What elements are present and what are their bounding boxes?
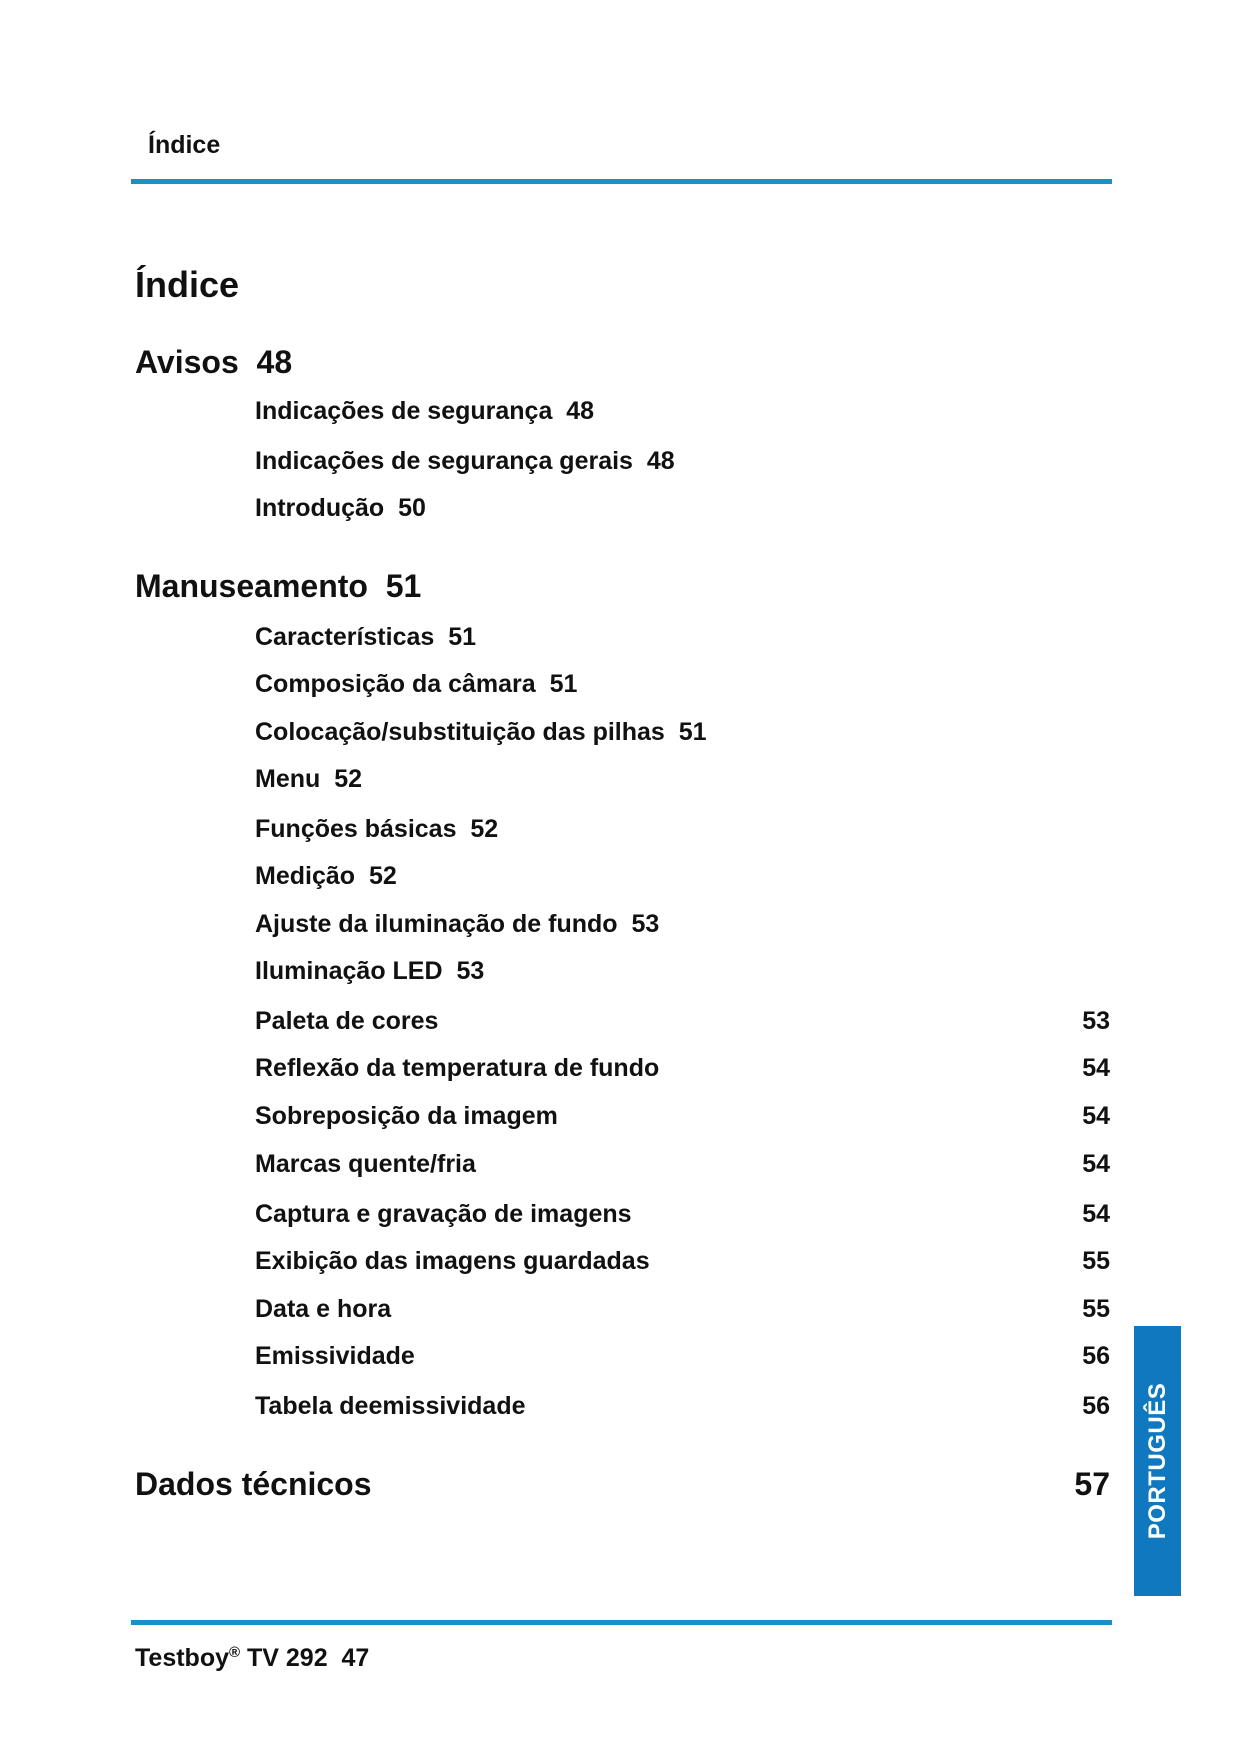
toc-entry-page: 52: [368, 862, 397, 890]
header-rule: [131, 179, 1112, 184]
footer-model: TV 292: [247, 1644, 328, 1672]
toc-entry[interactable]: [255, 494, 426, 523]
toc-entry[interactable]: [255, 1150, 476, 1179]
toc-entry[interactable]: [255, 1054, 659, 1083]
toc-entry-title: Características: [255, 623, 435, 651]
toc-entry[interactable]: [255, 1295, 391, 1324]
toc-entry-title: Indicações de segurança: [255, 397, 553, 425]
toc-entry-title: Menu: [255, 765, 321, 793]
toc-entry[interactable]: [255, 1200, 632, 1229]
toc-entry-page: 48: [566, 397, 595, 425]
registered-mark: ®: [229, 1644, 241, 1661]
language-tab-label: PORTUGUÊS: [1143, 1382, 1171, 1540]
toc-entry-page: 55: [1082, 1295, 1110, 1323]
toc-section-page: 51: [385, 568, 422, 604]
toc-section-avisos[interactable]: [135, 344, 292, 381]
running-header-title: Índice: [148, 131, 221, 159]
toc-entry-page: 51: [549, 670, 578, 698]
toc-entry-title: Sobreposição da imagem: [255, 1102, 558, 1130]
footer-brand: Testboy: [135, 1644, 229, 1672]
toc-entry-title: Reflexão da temperatura de fundo: [255, 1054, 660, 1082]
toc-section-page: 57: [1074, 1466, 1110, 1502]
toc-entry[interactable]: [255, 1247, 650, 1276]
footer-page-number: 47: [341, 1644, 370, 1672]
toc-entry-page: 55: [1082, 1247, 1110, 1275]
toc-entry-title: Indicações de segurança gerais: [255, 447, 633, 475]
toc-entry[interactable]: [255, 765, 362, 794]
toc-entry-title: Paleta de cores: [255, 1007, 439, 1035]
toc-entry[interactable]: [255, 623, 476, 652]
toc-entry[interactable]: [255, 397, 594, 426]
toc-entry-page: 48: [646, 447, 675, 475]
toc-entry-title: Data e hora: [255, 1295, 392, 1323]
toc-entry-title: Introdução: [255, 494, 385, 522]
toc-entry[interactable]: [255, 1102, 558, 1131]
toc-entry-title: Exibição das imagens guardadas: [255, 1247, 650, 1275]
toc-entry-page: 54: [1082, 1150, 1110, 1178]
toc-entry-page: 56: [1082, 1342, 1110, 1370]
toc-entry[interactable]: [255, 910, 659, 939]
toc-section-manuseamento[interactable]: [135, 568, 421, 605]
toc-entry-page: 52: [470, 815, 499, 843]
footer-rule: [131, 1620, 1112, 1625]
language-tab[interactable]: [1134, 1326, 1181, 1596]
toc-entry-title: Captura e gravação de imagens: [255, 1200, 632, 1228]
page-title: Índice: [135, 264, 240, 305]
toc-entry-page: 51: [678, 718, 707, 746]
toc-section-page: 48: [256, 344, 293, 380]
toc-entry[interactable]: [255, 718, 707, 747]
toc-entry[interactable]: [255, 1007, 438, 1036]
toc-entry-page: 52: [334, 765, 362, 793]
toc-entry-page: 54: [1082, 1054, 1110, 1082]
toc-entry[interactable]: [255, 957, 484, 986]
toc-entry-page: 53: [631, 910, 660, 938]
toc-entry[interactable]: [255, 1392, 526, 1421]
toc-entry-title: Emissividade: [255, 1342, 415, 1370]
footer: [135, 1644, 369, 1673]
toc-entry-title: Tabela deemissividade: [255, 1392, 526, 1420]
toc-entry-title: Colocação/substituição das pilhas: [255, 718, 665, 746]
toc-entry[interactable]: [255, 815, 498, 844]
toc-entry-title: Marcas quente/fria: [255, 1150, 476, 1178]
toc-entry[interactable]: [255, 447, 675, 476]
toc-entry-page: 51: [448, 623, 477, 651]
toc-entry[interactable]: [255, 1342, 415, 1371]
toc-entry-page: 56: [1082, 1392, 1110, 1420]
toc-entry-page: 50: [398, 494, 426, 522]
toc-entry-page: 53: [456, 957, 485, 985]
toc-entry-title: Medição: [255, 862, 356, 890]
toc-section-dados-tecnicos[interactable]: [135, 1466, 372, 1503]
toc-entry-title: Ajuste da iluminação de fundo: [255, 910, 618, 938]
toc-entry-title: Iluminação LED: [255, 957, 443, 985]
toc-entry-page: 54: [1082, 1200, 1110, 1228]
toc-section-title: Dados técnicos: [135, 1466, 372, 1502]
toc-entry[interactable]: [255, 862, 397, 891]
toc-entry[interactable]: [255, 670, 577, 699]
toc-entry-title: Composição da câmara: [255, 670, 536, 698]
toc-section-title: Avisos: [135, 344, 239, 380]
toc-entry-title: Funções básicas: [255, 815, 457, 843]
toc-entry-page: 54: [1082, 1102, 1110, 1130]
toc-section-title: Manuseamento: [135, 568, 368, 604]
toc-entry-page: 53: [1082, 1007, 1110, 1035]
